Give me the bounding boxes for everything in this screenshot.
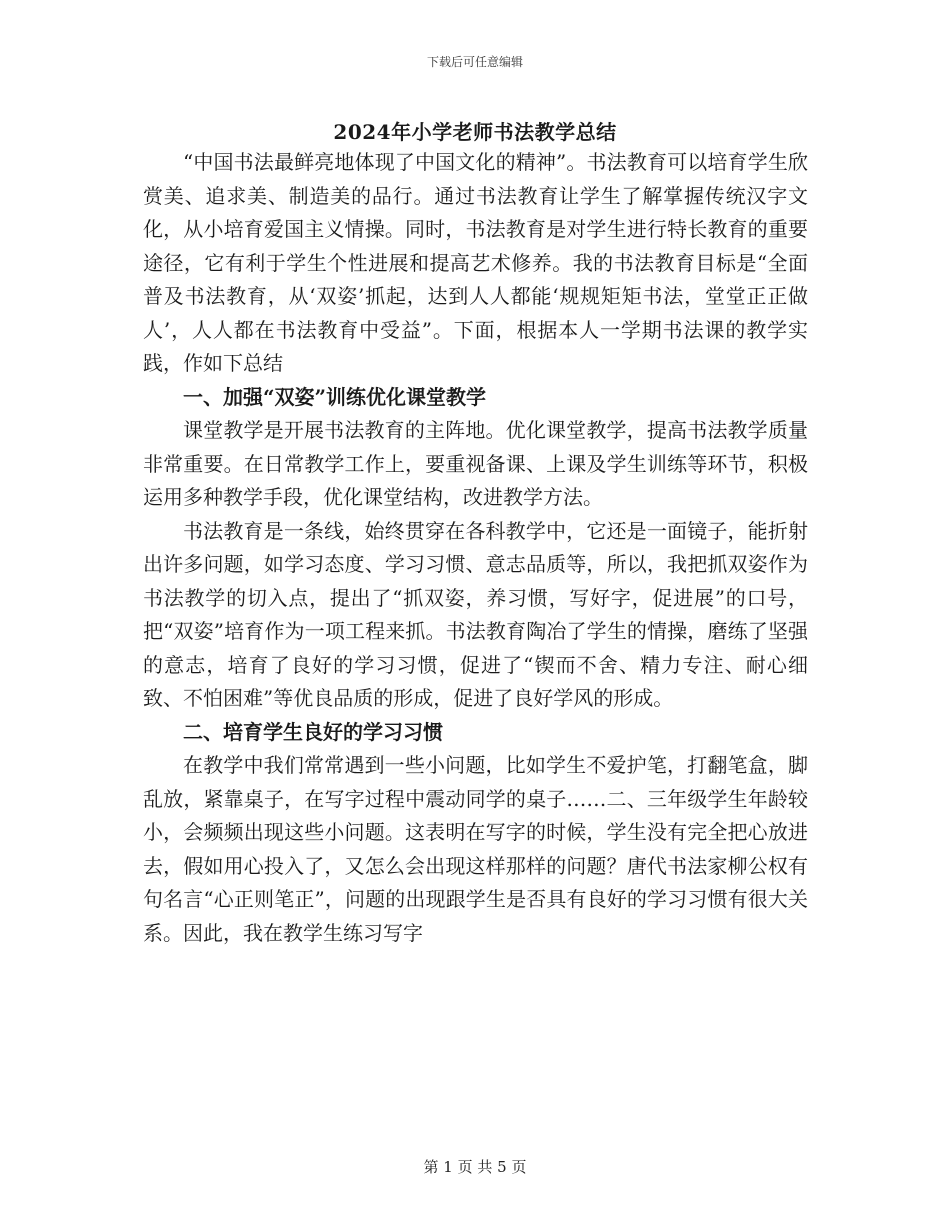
document-title: 2024年小学老师书法教学总结	[333, 120, 617, 144]
section-2-paragraph-1: 在教学中我们常常遇到一些小问题，比如学生不爱护笔，打翻笔盒，脚乱放，紧靠桌子，在写字过程中震动同学的桌子……二、三年级学生年龄较小，会频频出现这些小问题。这表明在写字的时候，学生没有完全把心放进去，假如用心投入了，又怎么会出现这样那样的问题？唐代书法家柳公权有句名言“心正则笔正”，问题的出现跟学生是否具有良好的学习习惯有很大关系。因此，我在教学生练习写字	[143, 753, 808, 945]
intro-paragraph: “中国书法最鲜亮地体现了中国文化的精神”。书法教育可以培育学生欣赏美、追求美、制造美的品行。通过书法教育让学生了解掌握传统汉字文化，从小培育爱国主义情操。同时，书法教育是对学生进行特长教育的重要途径，它有利于学生个性进展和提高艺术修养。我的书法教育目标是“全面普及书法教育，从‘双姿’抓起，达到人人都能‘规规矩矩书法，堂堂正正做人’，人人都在书法教育中受益”。下面，根据本人一学期书法课的教学实践，作如下总结	[143, 150, 808, 375]
section-1-paragraph-2: 书法教育是一条线，始终贯穿在各科教学中，它还是一面镜子，能折射出许多问题，如学习态度、学习习惯、意志品质等，所以，我把抓双姿作为书法教学的切入点，提出了“抓双姿，养习惯，写好字，促进展”的口号，把“双姿”培育作为一项工程来抓。书法教育陶冶了学生的情操，磨练了坚强的意志，培育了良好的学习习惯，促进了“锲而不舍、精力专注、耐心细致、不怕困难”等优良品质的形成，促进了良好学风的形成。	[143, 518, 808, 710]
page-number: 第 1 页 共 5 页	[423, 1158, 527, 1176]
section-heading-1: 一、加强“双姿”训练优化课堂教学	[183, 384, 487, 409]
section-1-paragraph-1: 课堂教学是开展书法教育的主阵地。优化课堂教学，提高书法教学质量非常重要。在日常教学工作上，要重视备课、上课及学生训练等环节，积极运用多种教学手段，优化课堂结构，改进教学方法。	[143, 418, 808, 509]
header-note: 下载后可任意编辑	[426, 55, 523, 69]
section-heading-2: 二、培育学生良好的学习习惯	[183, 719, 443, 744]
document-body	[143, 146, 808, 950]
